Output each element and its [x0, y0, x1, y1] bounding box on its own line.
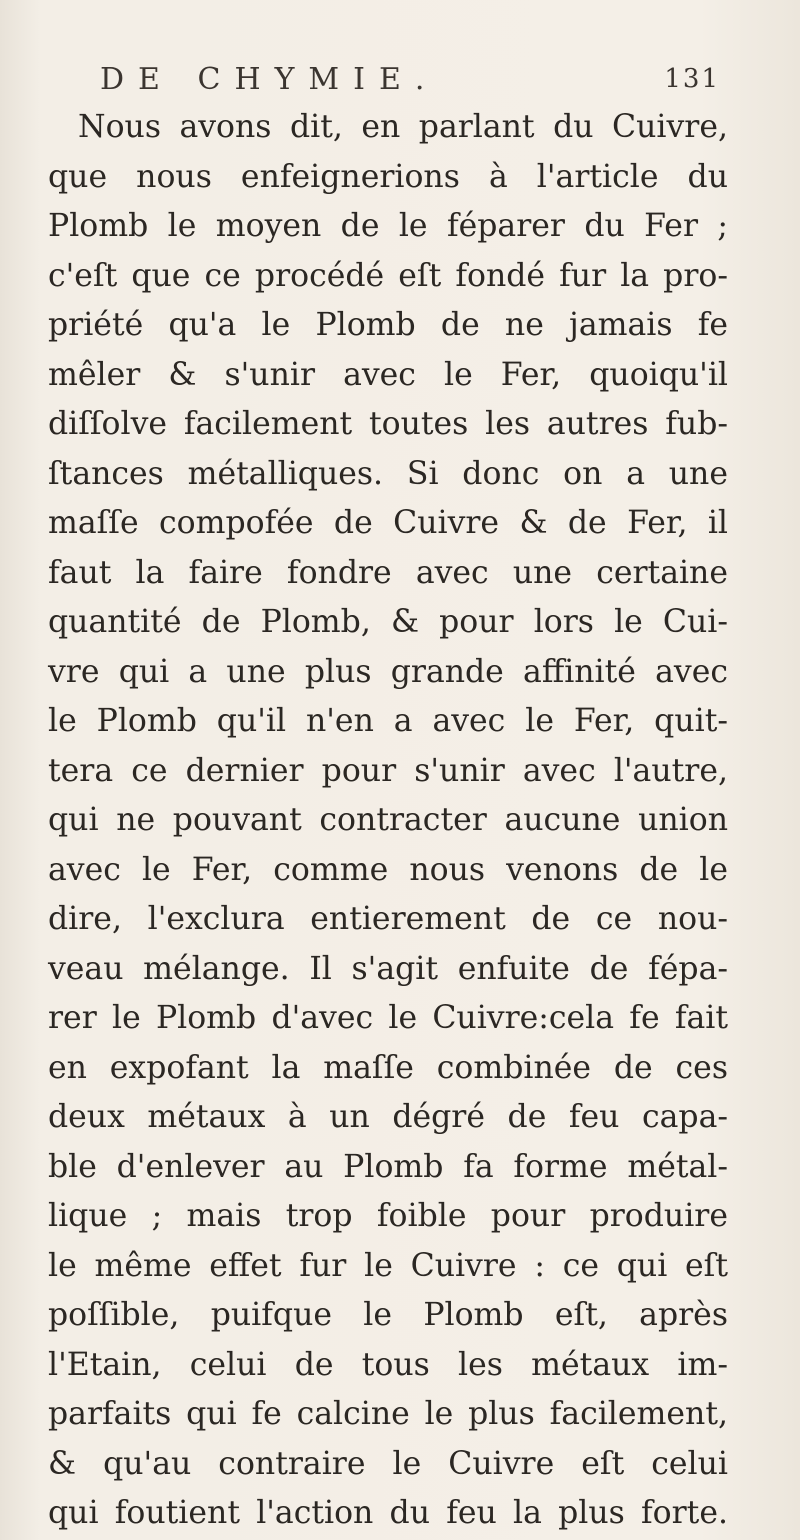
text-line: l'Etain, celui de tous les métaux im-	[48, 1346, 728, 1383]
text-line: Plomb le moyen de le féparer du Fer ;	[48, 208, 728, 244]
text-line: avec le Fer, comme nous venons de le	[48, 851, 728, 888]
text-line: qui ne pouvant contracter aucune union	[48, 802, 728, 838]
text-line: le même effet fur le Cuivre : ce qui eſt	[48, 1247, 728, 1284]
text-line: que nous enfeignerions à l'article du	[48, 158, 728, 195]
text-line: tera ce dernier pour s'unir avec l'autre,	[48, 752, 728, 789]
text-line: qui foutient l'action du feu la plus forte.	[48, 1495, 728, 1531]
text-line: & qu'au contraire le Cuivre eſt celui	[48, 1445, 728, 1482]
text-line: rer le Plomb d'avec le Cuivre:cela fe fait	[48, 1000, 728, 1036]
text-line: mêler & s'unir avec le Fer, quoiqu'il	[48, 356, 728, 393]
text-line: maſſe compofée de Cuivre & de Fer, il	[48, 505, 728, 541]
running-head	[100, 62, 720, 102]
text-line: Nous avons dit, en parlant du Cuivre,	[78, 109, 728, 145]
body-text	[48, 103, 728, 1539]
running-title: DE CHYMIE.	[100, 62, 439, 97]
text-line: ble d'enlever au Plomb fa forme métal-	[48, 1148, 728, 1185]
text-line: ſtances métalliques. Si donc on a une	[48, 455, 728, 492]
text-line: deux métaux à un dégré de feu capa-	[48, 1099, 728, 1135]
text-line: dire, l'exclura entierement de ce nou-	[48, 901, 728, 937]
text-line: poſſible, puifque le Plomb eſt, après	[48, 1297, 728, 1333]
text-line: lique ; mais trop foible pour produire	[48, 1198, 728, 1234]
text-line: parfaits qui fe calcine le plus facilement,	[48, 1396, 728, 1432]
text-line: le Plomb qu'il n'en a avec le Fer, quit-	[48, 703, 728, 739]
text-line: veau mélange. Il s'agit enfuite de fépa-	[48, 950, 728, 987]
text-line: c'eſt que ce procédé eſt fondé fur la pro-	[48, 257, 728, 294]
text-line: vre qui a une plus grande affinité avec	[48, 653, 728, 690]
text-line: quantité de Plomb, & pour lors le Cui-	[48, 604, 728, 640]
page-number: 131	[664, 64, 720, 94]
text-line: priété qu'a le Plomb de ne jamais fe	[48, 307, 728, 343]
text-line: en expofant la maſſe combinée de ces	[48, 1049, 728, 1086]
text-line: diſſolve facilement toutes les autres fub-	[48, 406, 728, 442]
text-line: faut la faire fondre avec une certaine	[48, 554, 728, 591]
